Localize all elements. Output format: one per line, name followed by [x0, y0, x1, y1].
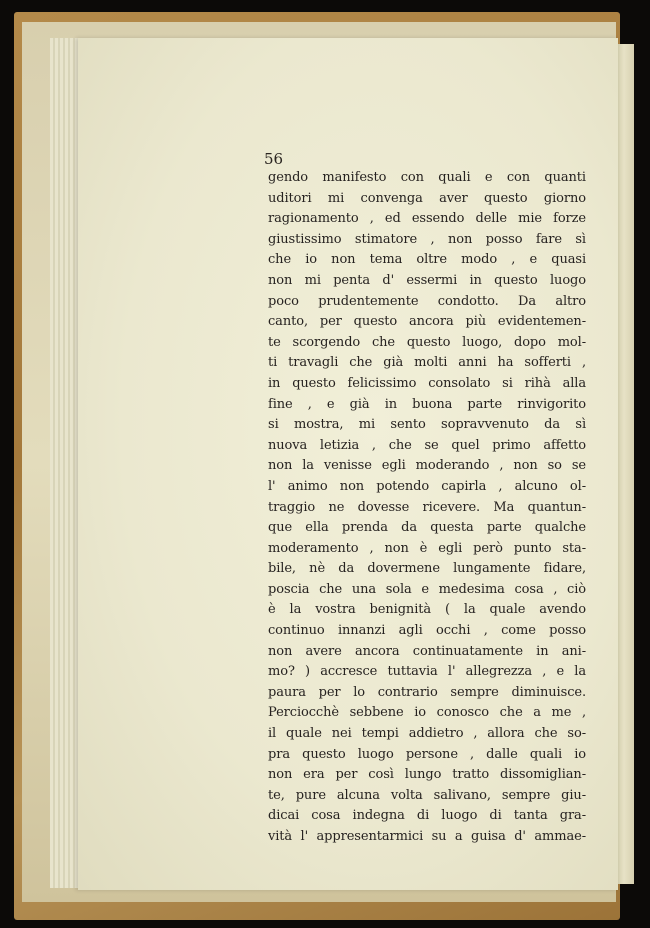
text-line: que ella prenda da questa parte qualche [268, 520, 586, 536]
text-line: moderamento , non è egli però punto sta- [268, 540, 586, 556]
background-edge [634, 0, 650, 928]
text-line: dicai cosa indegna di luogo di tanta gra- [268, 808, 586, 824]
page-text [268, 168, 586, 848]
text-line: in questo felicissimo consolato si rihà alla [268, 375, 586, 391]
text-line: te scorgendo che questo luogo, dopo mol- [268, 334, 586, 350]
text-line: fine , e già in buona parte rinvigorito [268, 396, 586, 412]
text-line: pra questo luogo persone , dalle quali io [268, 746, 586, 762]
text-line: si mostra, mi sento sopravvenuto da sì [268, 417, 586, 433]
text-line: l' animo non potendo capirla , alcuno ol- [268, 478, 586, 494]
text-line: poco prudentemente condotto. Da altro [268, 293, 586, 309]
text-line: il quale nei tempi addietro , allora che so- [268, 726, 586, 742]
text-line: che io non tema oltre modo , e quasi [268, 252, 586, 268]
text-line: vità l' appresentarmici su a guisa d' ammae- [268, 829, 586, 844]
text-line: non mi penta d' essermi in questo luogo [268, 272, 586, 288]
text-line: ti travagli che già molti anni ha sofferti , [268, 355, 586, 371]
text-line: giustissimo stimatore , non posso fare sì [268, 231, 586, 247]
text-line: gendo manifesto con quali e con quanti [268, 170, 586, 185]
text-line: nuova letizia , che se quel primo affetto [268, 437, 586, 453]
text-line: mo? ) accresce tuttavia l' allegrezza , e la [268, 664, 586, 680]
text-line: non era per così lungo tratto dissomiglian- [268, 767, 586, 783]
text-line: canto, per questo ancora più evidentemen- [268, 314, 586, 330]
text-line: Perciocchè sebbene io conosco che a me , [268, 705, 586, 721]
page-number: 56 [264, 150, 284, 168]
text-line: te, pure alcuna volta salivano, sempre giu- [268, 787, 586, 803]
text-line: non avere ancora continuatamente in ani- [268, 643, 586, 659]
text-line: poscia che una sola e medesima cosa , ciò [268, 581, 586, 597]
right-page-edge [616, 44, 636, 884]
text-line: continuo innanzi agli occhi , come posso [268, 623, 586, 639]
text-line: non la venisse egli moderando , non so se [268, 458, 586, 474]
text-line: traggio ne dovesse ricevere. Ma quantun- [268, 499, 586, 515]
text-line: uditori mi convenga aver questo giorno [268, 190, 586, 206]
text-line: bile, nè da dovermene lungamente fidare, [268, 561, 586, 577]
text-line: è la vostra benignità ( la quale avendo [268, 602, 586, 618]
text-line: ragionamento , ed essendo delle mie forze [268, 211, 586, 227]
text-line: paura per lo contrario sempre diminuisce. [268, 684, 586, 700]
